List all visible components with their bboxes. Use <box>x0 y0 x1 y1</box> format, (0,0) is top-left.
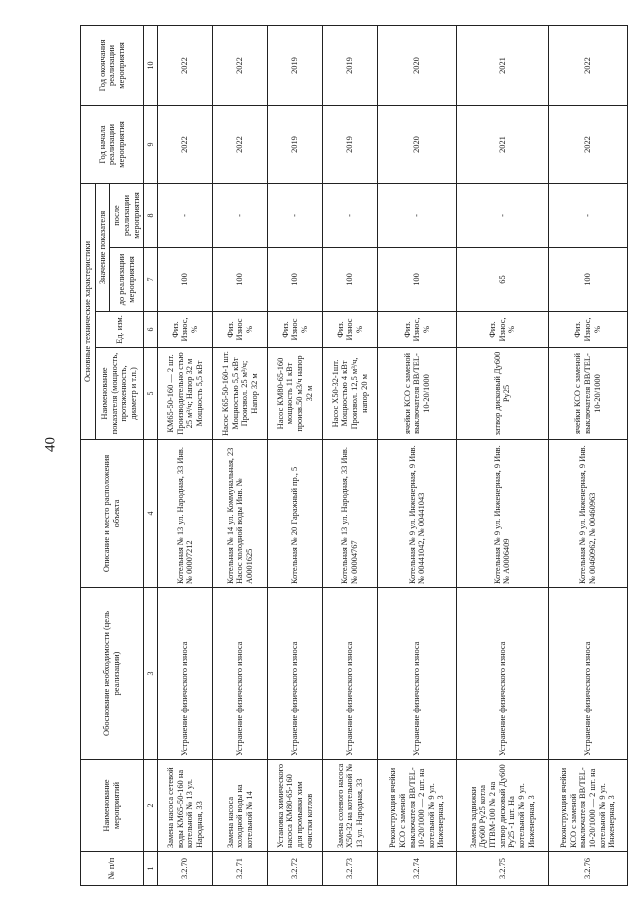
header-tech-group: Основные технические характеристики <box>81 184 96 440</box>
col-number: 10 <box>144 26 158 106</box>
row-start: 2022 <box>548 106 627 184</box>
header-num: № п/п <box>81 852 144 886</box>
row-justification: Устранение физического износа <box>378 588 457 760</box>
row-name: Замена солевого насоса Х50-32 на котельной № 13 ул. Народная, 33 <box>323 760 378 852</box>
table-row <box>378 26 457 886</box>
row-end: 2021 <box>457 26 548 106</box>
row-location: Котельная № 9 ул. Инженерная, 9 Инв. № 00460962, № 00460963 <box>548 440 627 588</box>
header-before: до реализации мероприятия <box>110 248 144 312</box>
row-after: - <box>158 184 213 248</box>
col-number: 4 <box>144 440 158 588</box>
row-end: 2019 <box>323 26 378 106</box>
row-unit: Физ. Износ, % <box>457 312 548 348</box>
row-location: Котельная № 9 ул. Инженерная, 9 Инв. № А0006409 <box>457 440 548 588</box>
row-location: Котельная № 20 Гаражный пр., 5 <box>268 440 323 588</box>
row-num: 3.2.72 <box>268 852 323 886</box>
col-number: 7 <box>144 248 158 312</box>
row-end: 2019 <box>268 26 323 106</box>
row-name: Замена насоса сетевой воды КМ65-50-160 на котельной № 13 ул. Народная, 33 <box>158 760 213 852</box>
table-row <box>158 26 213 886</box>
rotated-table-container <box>80 26 628 886</box>
row-location: Котельная № 13 ул. Народная, 33 Инв. № 00004767 <box>323 440 378 588</box>
row-justification: Устранение физического износа <box>158 588 213 760</box>
row-location: Котельная № 9 ул. Инженерная, 9 Инв. № 00441042, № 00441043 <box>378 440 457 588</box>
row-name: Установка химического насоса КМ80-65-160 для промывки хим очистки котлов <box>268 760 323 852</box>
row-justification: Устранение физического износа <box>213 588 268 760</box>
row-before: 100 <box>323 248 378 312</box>
row-before: 100 <box>268 248 323 312</box>
col-number: 9 <box>144 106 158 184</box>
col-number: 3 <box>144 588 158 760</box>
header-tech-name: Наименование показателя (мощность, протяженность, диаметр и т.п.) <box>95 348 144 440</box>
header-end-year: Год окончания реализации мероприятия <box>81 26 144 106</box>
col-number: 5 <box>144 348 158 440</box>
row-tech: ячейки КСО с заменой выключателя ВВ/TEL-10-20/1000 <box>548 348 627 440</box>
row-after: - <box>457 184 548 248</box>
row-name: Замена задвижки Ду600 Ру25 котла ПТВМ-100 № 2 на затвор дисковый Ду600 Ру25 -1 шт. На котельной № 9 ул. Инженерная, 3 <box>457 760 548 852</box>
row-tech: затвор дисковый Ду600 Ру25 <box>457 348 548 440</box>
table-row <box>457 26 548 886</box>
row-justification: Устранение физического износа <box>268 588 323 760</box>
row-after: - <box>548 184 627 248</box>
col-number: 1 <box>144 852 158 886</box>
header-unit: Ед. изм. <box>95 312 144 348</box>
row-unit: Физ. Износ % <box>268 312 323 348</box>
row-start: 2022 <box>158 106 213 184</box>
col-number: 8 <box>144 184 158 248</box>
measures-table <box>80 25 628 886</box>
page-number: 40 <box>42 437 59 452</box>
row-before: 100 <box>158 248 213 312</box>
row-unit: Физ. Износ, % <box>378 312 457 348</box>
row-end: 2022 <box>158 26 213 106</box>
header-start-year: Год начала реализации мероприятия <box>81 106 144 184</box>
row-tech: ячейки КСО с заменой выключателя ВВ/TEL-10-20/1000 <box>378 348 457 440</box>
row-start: 2019 <box>268 106 323 184</box>
row-justification: Устранение физического износа <box>323 588 378 760</box>
row-unit: Физ. Износ % <box>323 312 378 348</box>
header-after: после реализации мероприятия <box>110 184 144 248</box>
row-before: 100 <box>213 248 268 312</box>
row-end: 2022 <box>548 26 627 106</box>
row-start: 2019 <box>323 106 378 184</box>
header-location: Описание и место расположения объекта <box>81 440 144 588</box>
row-unit: Физ. Износ, % <box>548 312 627 348</box>
header-justification: Обоснование необходимости (цель реализации) <box>81 588 144 760</box>
row-start: 2021 <box>457 106 548 184</box>
row-tech: Насос КМ80-65-160 мощность 11 кВт произв.50 м3/ч напор 32 м <box>268 348 323 440</box>
row-unit: Физ. Износ % <box>213 312 268 348</box>
row-start: 2022 <box>213 106 268 184</box>
table-row <box>323 26 378 886</box>
row-start: 2020 <box>378 106 457 184</box>
row-tech: Насос К65-50-160-1 шт. Мощностью 5,5 кВт Произвол. 25 м³/ч; Напор 32 м <box>213 348 268 440</box>
row-unit: Физ. Износ, % <box>158 312 213 348</box>
row-location: Котельная № 13 ул. Народная, 33 Инв. № 00007212 <box>158 440 213 588</box>
table-row <box>268 26 323 886</box>
row-end: 2020 <box>378 26 457 106</box>
row-tech: КМ65-50-160 — 2 шт. Производительно стью 25 м³/ч; Напор 32 м Мощность 5,5 кВт <box>158 348 213 440</box>
row-before: 100 <box>548 248 627 312</box>
row-name: Замена насоса холодной воды на котельной № 14 <box>213 760 268 852</box>
row-justification: Устранение физического износа <box>548 588 627 760</box>
row-num: 3.2.75 <box>457 852 548 886</box>
row-after: - <box>378 184 457 248</box>
row-num: 3.2.74 <box>378 852 457 886</box>
row-after: - <box>323 184 378 248</box>
row-before: 65 <box>457 248 548 312</box>
row-after: - <box>268 184 323 248</box>
row-num: 3.2.76 <box>548 852 627 886</box>
table-row <box>213 26 268 886</box>
row-location: Котельная № 14 ул. Коммунальная, 23 Насос холодной воды Инв. № А0001625 <box>213 440 268 588</box>
row-name: Реконструкция ячейки КСО с заменой выключателя ВВ/TEL-10-20/1000 — 2 шт. на котельной № 9 ул. Инженерная, 3 <box>548 760 627 852</box>
col-number: 6 <box>144 312 158 348</box>
row-before: 100 <box>378 248 457 312</box>
row-num: 3.2.71 <box>213 852 268 886</box>
row-num: 3.2.73 <box>323 852 378 886</box>
col-number: 2 <box>144 760 158 852</box>
row-name: Реконструкция ячейки КСО с заменой выключателя ВВ/TEL-10-20/1000 — 2 шт. на котельной № 9 ул. Инженерная, 3 <box>378 760 457 852</box>
header-name: Наименование мероприятий <box>81 760 144 852</box>
column-number-row <box>144 26 158 886</box>
row-after: - <box>213 184 268 248</box>
row-end: 2022 <box>213 26 268 106</box>
row-tech: Насос Х50-32-1шт. Мощностью 4 кВт Произвол. 12,5 м³/ч, напор 20 м <box>323 348 378 440</box>
header-value-group: Значение показателя <box>95 184 110 312</box>
row-num: 3.2.70 <box>158 852 213 886</box>
row-justification: Устранение физического износа <box>457 588 548 760</box>
table-row <box>548 26 627 886</box>
